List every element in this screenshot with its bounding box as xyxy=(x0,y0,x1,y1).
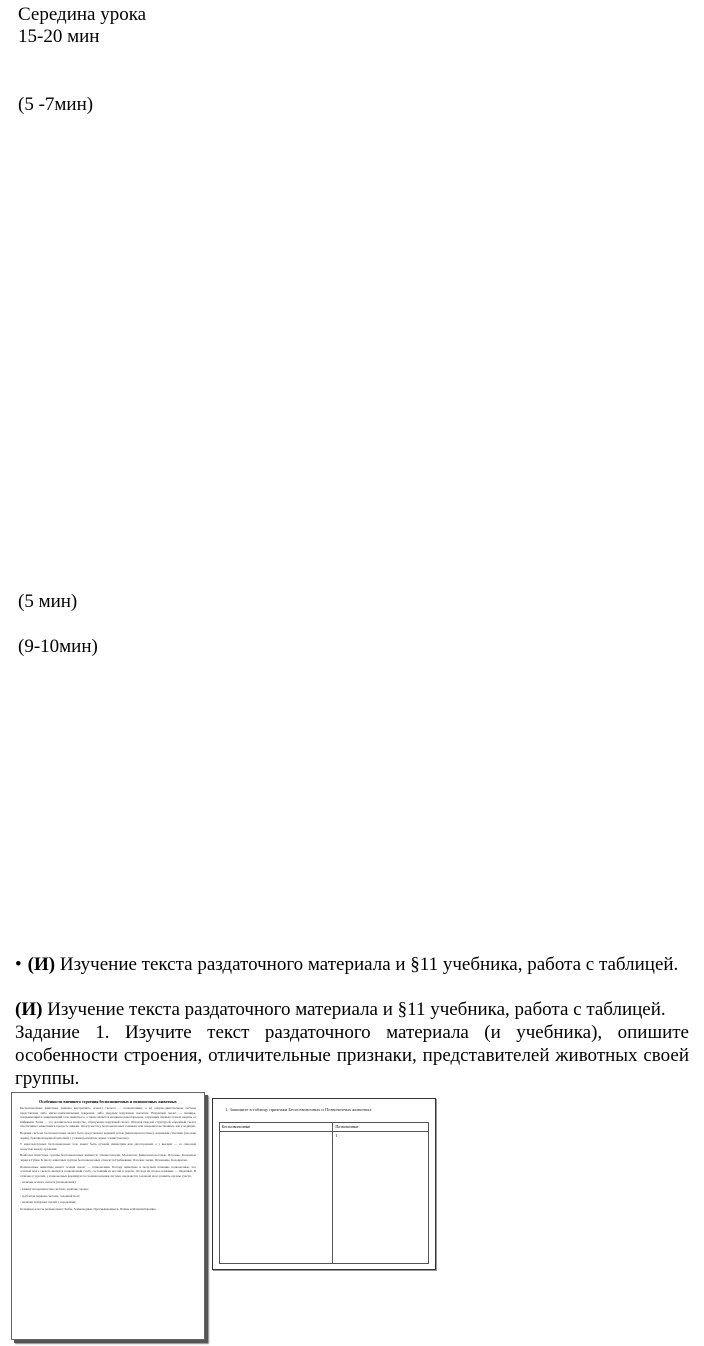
handout-title: Особенности внешнего строения беспозвоночных и позвоночных животных xyxy=(39,1099,177,1104)
table-header-vertebrates: Позвоночные xyxy=(333,1123,429,1132)
handout-paragraph: Беспозвоночные животные лишены внутреннего осевого скелета — позвоночника, а их опорно-двигательная система представлена либо мягко-эпителиальным покровом, либо твердым наружным скелетом. Наружный скелет — панцирь, покрывающий и защищающий тело животного, а также является механическим барьером, служащим первым этапом защиты от инфекции. Затем — это органическое вещество, образующее наружный скелет. Обладая твердой структурой, наружный скелет обеспечивает животным в процессе линьки. Он изучается у беспозвоночных главным, или покровительственных, как у ходящих. xyxy=(20,1106,196,1129)
handout-paragraph: Нервная система беспозвоночных может быть представлена нервной сетью (кишечнополостные), нервными стволами (плоские черви), брюшной нервной цепочкой с узлами (кольчатые черви, членистоногие). xyxy=(20,1130,196,1140)
handout-body xyxy=(20,1106,196,1211)
step-duration-1: (5 -7мин) xyxy=(18,94,94,115)
table-cell-vertebrates: 1 xyxy=(333,1132,429,1264)
activity-text-1: Изучение текста раздаточного материала и §11 учебника, работа с таблицей. xyxy=(55,954,679,975)
step-duration-2: (5 мин) xyxy=(18,591,78,612)
handout-text-thumbnail xyxy=(11,1092,205,1340)
handout-paragraph: Основные классы позвоночных: Рыбы, Земноводные, Пресмыкающиеся, Птицы и Млекопитающие. xyxy=(20,1206,157,1211)
lesson-section-title: Середина урока xyxy=(18,4,147,25)
lesson-section-duration: 15-20 мин xyxy=(18,26,100,47)
activity-paragraph-1 xyxy=(15,953,689,976)
worksheet-caption: 1. Запишите в таблицу признаки Беспозвоночных и Позвоночных животных xyxy=(225,1107,372,1112)
bullet-icon: • xyxy=(15,954,22,975)
activity-text-2: Изучение текста раздаточного материала и §11 учебника, работа с таблицей. xyxy=(42,999,666,1020)
table-cell-invertebrates xyxy=(220,1132,333,1264)
handout-paragraph: У многоклеточных беспозвоночных тело может быть лучевой симметрии или двусторонней, а у высших — со сквозной полостью между органами. xyxy=(20,1142,196,1151)
handout-paragraph: - замкнутая кровеносная система, наличие сердца; xyxy=(20,1186,89,1191)
task-paragraph: Задание 1. Изучите текст раздаточного материала (и учебника), опишите особенности строения, отличительные признаки, представителей животных своей группы. xyxy=(15,1022,689,1089)
comparison-table xyxy=(219,1122,429,1264)
individual-work-marker-2: (И) xyxy=(15,999,43,1020)
handout-paragraph: - трубчатая нервная система, головной мозг; xyxy=(20,1193,81,1198)
activity-paragraph-2 xyxy=(15,998,689,1021)
handout-paragraph: - наличие осевого скелета (позвоночник); xyxy=(20,1180,77,1185)
step-duration-3: (9-10мин) xyxy=(18,636,98,657)
individual-work-marker: (И) xyxy=(27,954,56,975)
handout-paragraph: Позвоночные животные имеют осевой скелет — позвоночник. Потому животные и получили название позвоночные, что основой всего скелета является позвоночный столб, состоящий из костей и черепа. Отсюда их второе название — Черепные. В отличие от прочих, у позвоночных формируется сложная нервная система, выделяется головной мозг, развиты органы чувств. xyxy=(20,1164,196,1178)
table-header-invertebrates: Беспозвоночные xyxy=(220,1123,333,1132)
handout-paragraph: - наличие жаберных щелей у зародышей; xyxy=(20,1200,77,1205)
table-worksheet-thumbnail xyxy=(212,1098,436,1270)
handout-paragraph: Наиболее известные группы беспозвоночных являются: Членистоногие, Моллюски, Кишечнополостные, Плоские, Кольчатые черви и Губки. К числу животных группы беспозвоночных относятся Гребневики, Плоские черви, Иглокожие, Коловратки. xyxy=(20,1153,196,1162)
